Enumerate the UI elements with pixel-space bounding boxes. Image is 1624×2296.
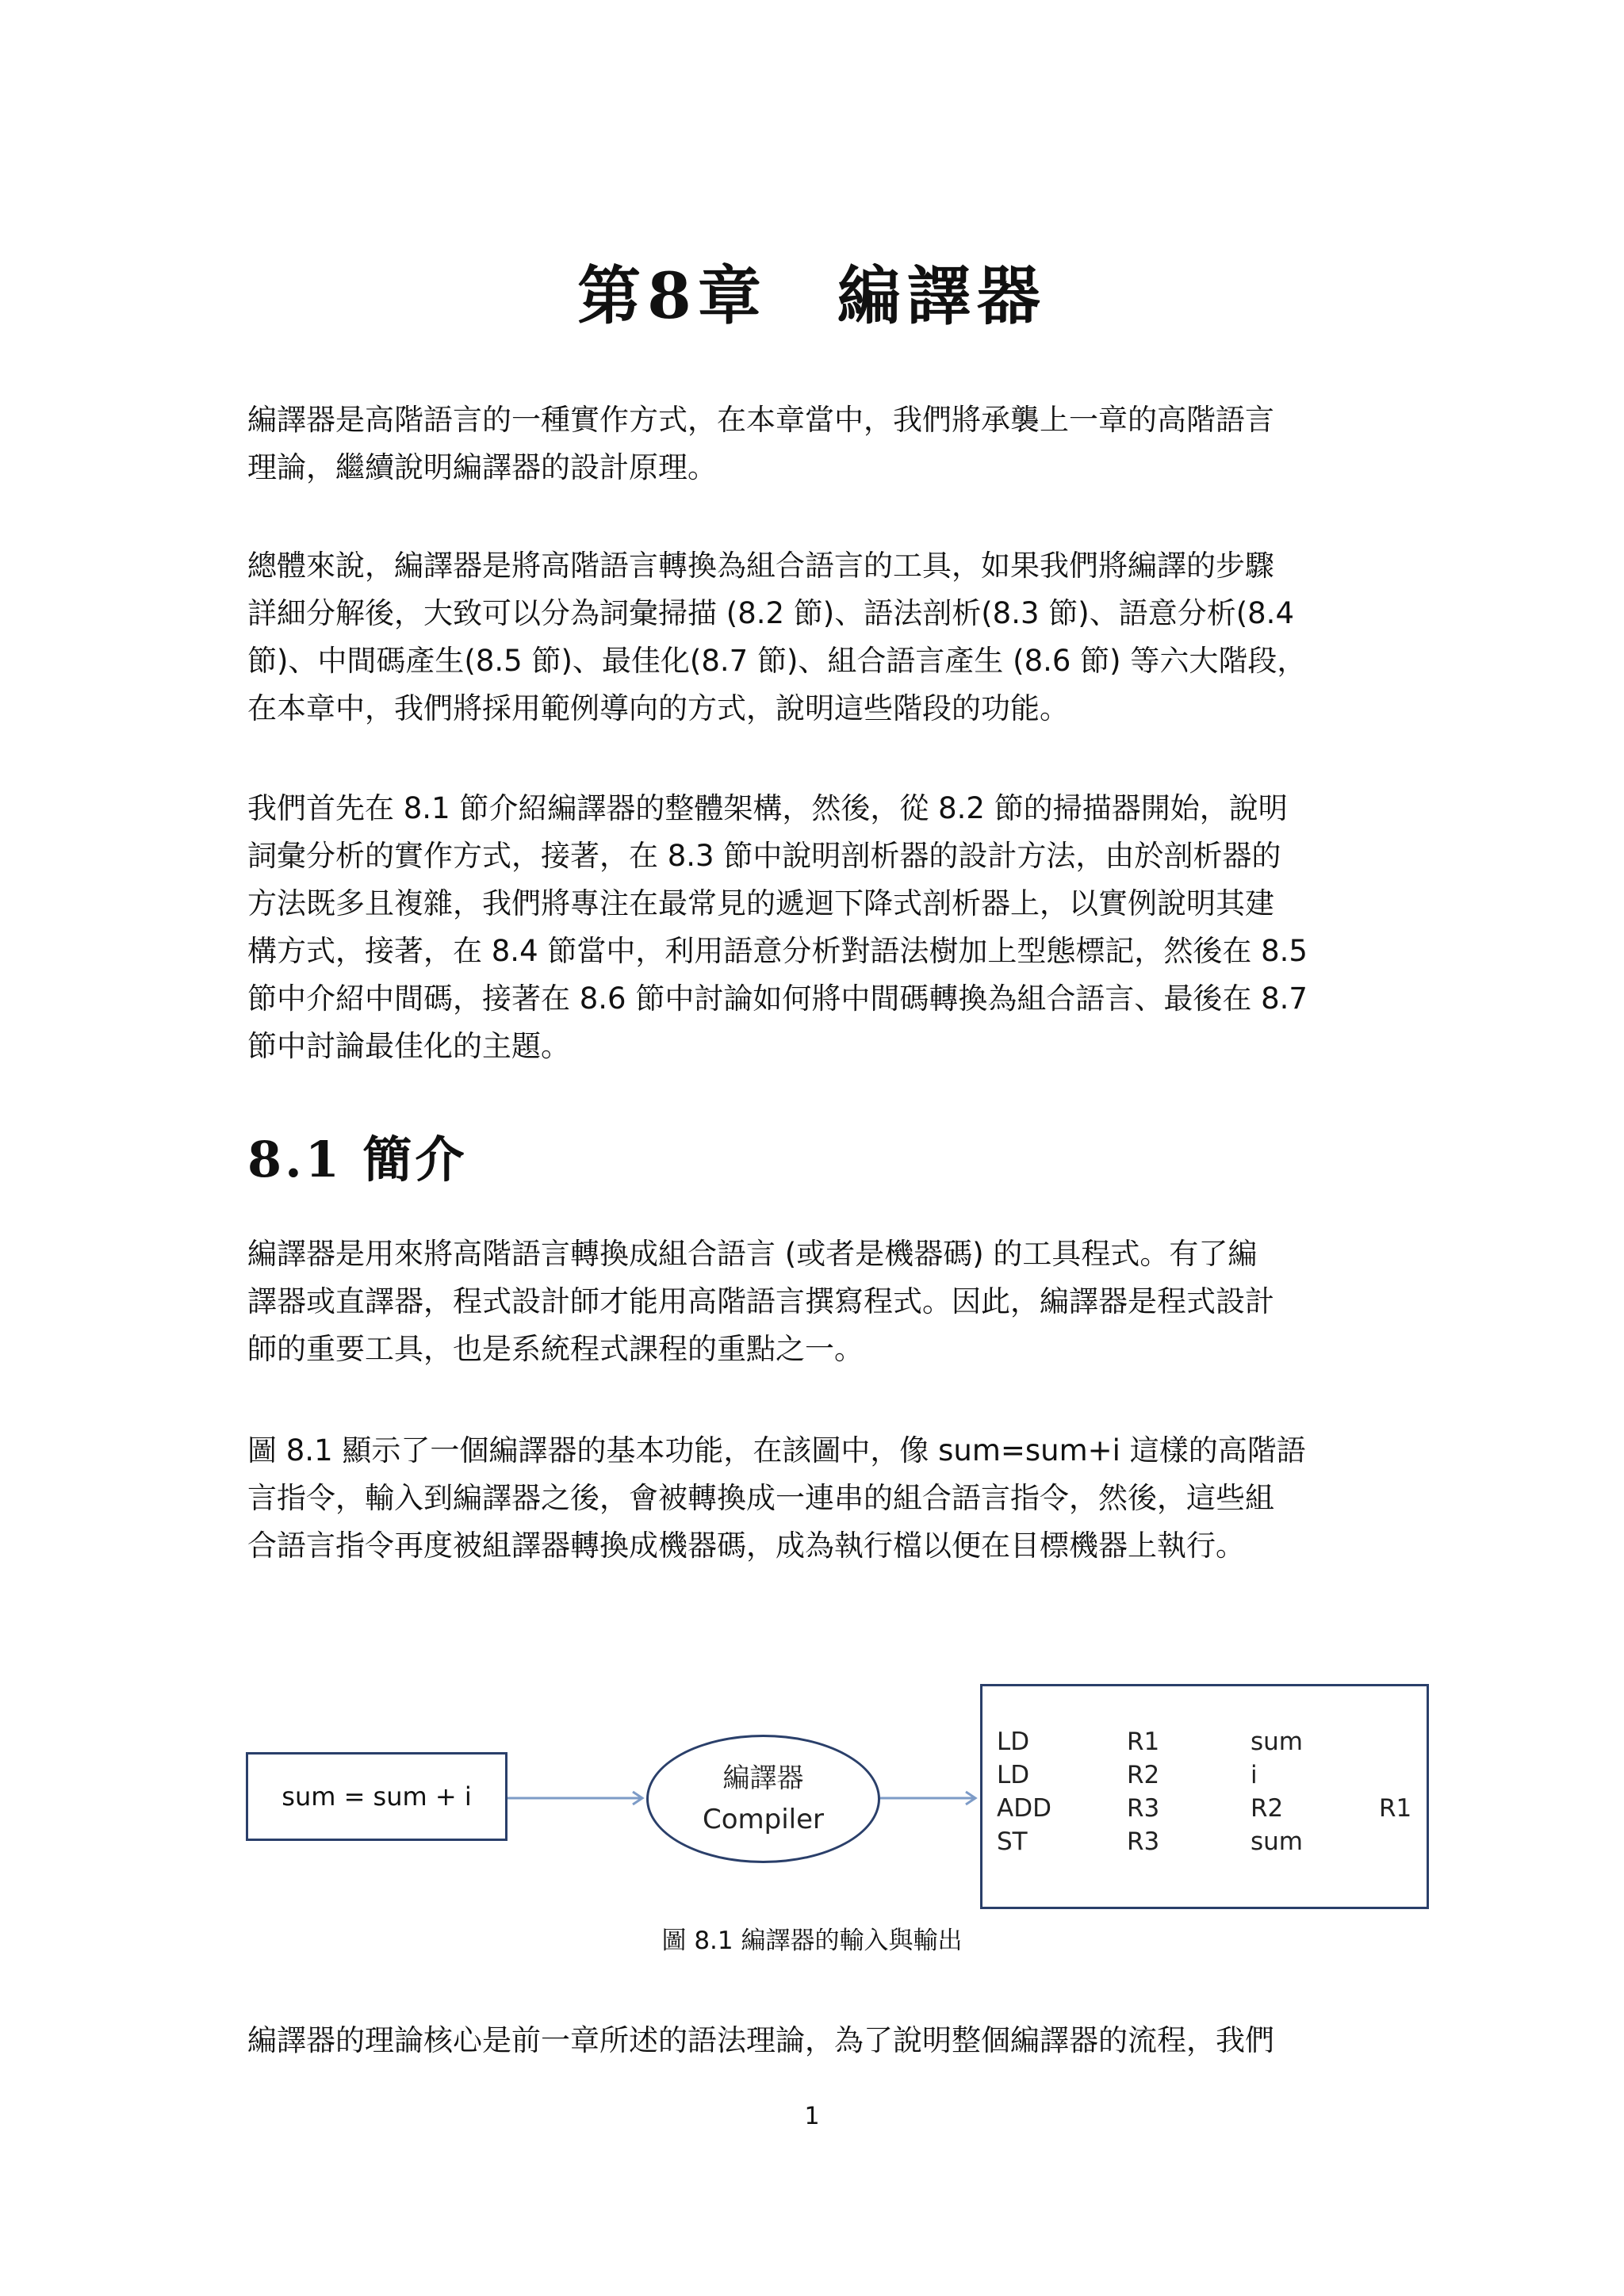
text-line: 圖 8.1 顯示了一個編譯器的基本功能，在該圖中，像 sum=sum+i 這樣的高階語 — [247, 1433, 1306, 1468]
text-line: 詞彙分析的實作方式，接著，在 8.3 節中說明剖析器的設計方法，由於剖析器的 — [247, 839, 1281, 873]
text-line: 言指令，輸入到編譯器之後，會被轉換成一連串的組合語言指令，然後，這些組 — [247, 1481, 1274, 1515]
operand: sum — [1251, 1827, 1303, 1856]
text-line: 合語言指令再度被組譯器轉換成機器碼，成為執行檔以便在目標機器上執行。 — [247, 1529, 1245, 1563]
text-line: 總體來說，編譯器是將高階語言轉換為組合語言的工具，如果我們將編譯的步驟 — [247, 549, 1274, 583]
operand: sum — [1251, 1728, 1303, 1756]
opcode: ADD — [997, 1794, 1051, 1823]
intro-paragraph-3 — [247, 785, 1383, 1070]
text-line: 節中介紹中間碼，接著在 8.6 節中討論如何將中間碼轉換為組合語言、最後在 8.7 — [247, 982, 1308, 1016]
arrow-icon — [880, 1789, 982, 1808]
text-line: 在本章中，我們將採用範例導向的方式，說明這些階段的功能。 — [247, 691, 1069, 725]
intro-paragraph-1 — [247, 396, 1383, 492]
intro-paragraph-2 — [247, 542, 1383, 733]
text-line: 節中討論最佳化的主題。 — [247, 1029, 570, 1063]
section-paragraph-1 — [247, 1230, 1383, 1373]
closing-paragraph — [247, 2017, 1383, 2064]
chapter-title: 第8章 編譯器 — [577, 258, 1047, 333]
text-line: 編譯器是用來將高階語言轉換成組合語言 (或者是機器碼) 的工具程式。有了編 — [247, 1237, 1258, 1271]
section-paragraph-2 — [247, 1427, 1383, 1570]
text-line: 編譯器的理論核心是前一章所述的語法理論，為了說明整個編譯器的流程，我們 — [247, 2023, 1274, 2057]
figure-caption: 圖 8.1 編譯器的輸入與輸出 — [661, 1927, 963, 1955]
source-code-box — [246, 1752, 508, 1841]
text-line: 方法既多且複雜，我們將專注在最常見的遞迴下降式剖析器上，以實例說明其建 — [247, 886, 1274, 920]
text-line: 理論，繼續說明編譯器的設計原理。 — [247, 450, 717, 484]
operand: i — [1251, 1761, 1258, 1789]
compiler-figure — [238, 1673, 1443, 1927]
assembly-output-box — [980, 1684, 1429, 1909]
text-line: 我們首先在 8.1 節介紹編譯器的整體架構，然後，從 8.2 節的掃描器開始，說明 — [247, 791, 1288, 825]
text-line: 師的重要工具，也是系統程式課程的重點之一。 — [247, 1332, 864, 1366]
operand: R1 — [1127, 1728, 1160, 1756]
opcode: ST — [997, 1827, 1028, 1856]
operand: R3 — [1127, 1827, 1160, 1856]
compiler-label-zh: 編譯器 — [722, 1762, 804, 1794]
text-line: 編譯器是高階語言的一種實作方式，在本章當中，我們將承襲上一章的高階語言 — [247, 403, 1274, 437]
compiler-node — [646, 1735, 880, 1863]
text-line: 譯器或直譯器，程式設計師才能用高階語言撰寫程式。因此，編譯器是程式設計 — [247, 1284, 1274, 1318]
text-line: 詳細分解後，大致可以分為詞彙掃描 (8.2 節)、語法剖析(8.3 節)、語意分析(8.4 — [247, 596, 1294, 630]
operand: R1 — [1379, 1794, 1412, 1823]
operand: R3 — [1127, 1794, 1160, 1823]
operand: R2 — [1251, 1794, 1284, 1823]
page-number: 1 — [804, 2103, 820, 2130]
operand: R2 — [1127, 1761, 1160, 1789]
arrow-icon — [508, 1789, 649, 1808]
section-title: 8.1 簡介 — [247, 1131, 468, 1188]
opcode: LD — [997, 1728, 1030, 1756]
opcode: LD — [997, 1761, 1030, 1789]
source-code-label: sum = sum + i — [282, 1781, 472, 1812]
text-line: 構方式，接著，在 8.4 節當中，利用語意分析對語法樹加上型態標記，然後在 8.5 — [247, 934, 1308, 968]
text-line: 節)、中間碼產生(8.5 節)、最佳化(8.7 節)、組合語言產生 (8.6 節) 等六大階段， — [247, 644, 1307, 678]
compiler-label-en: Compiler — [702, 1804, 825, 1835]
